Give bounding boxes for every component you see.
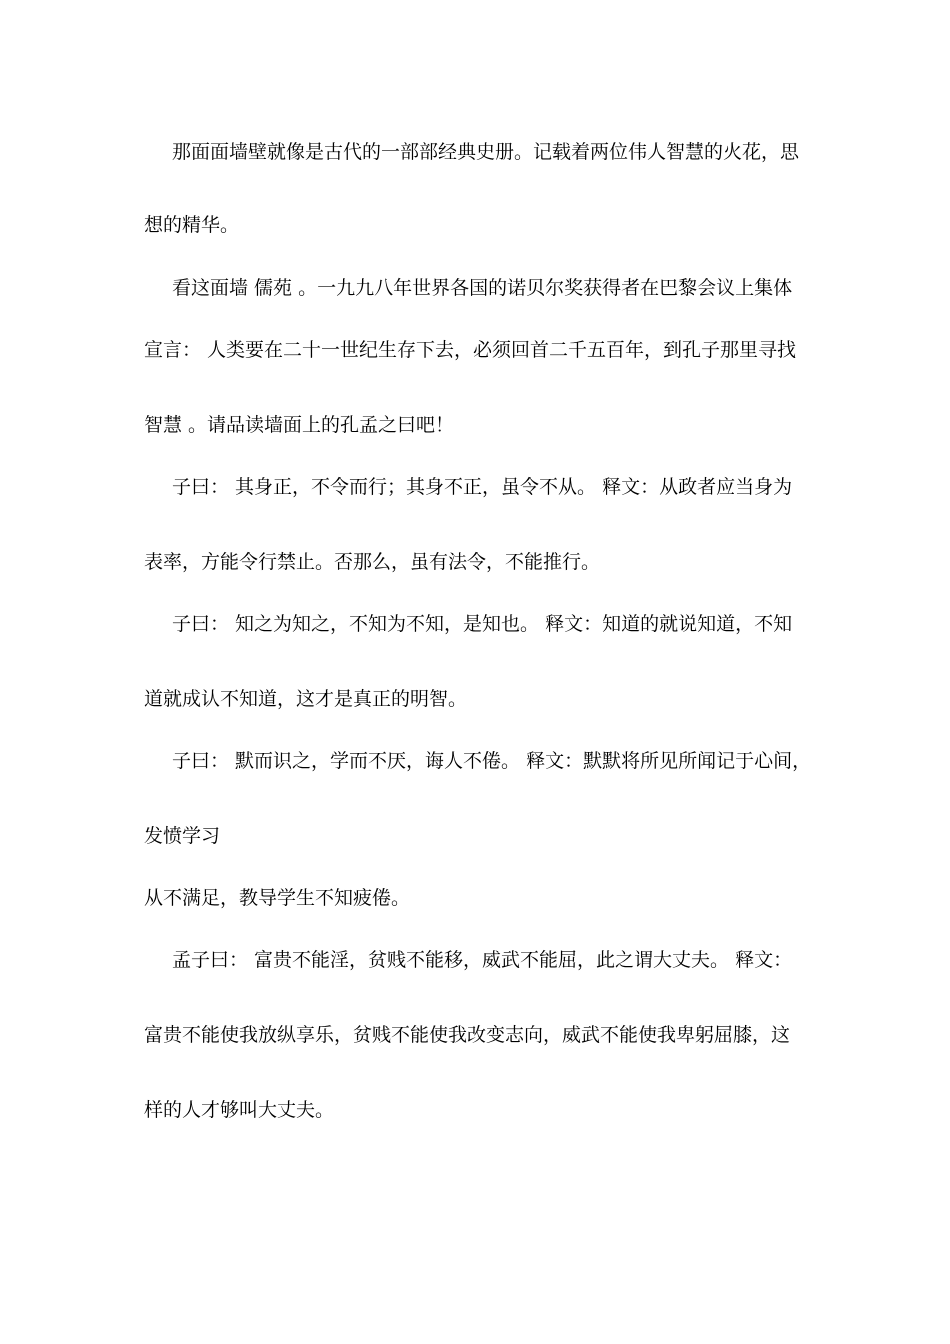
text-line: 道就成认不知道，这才是真正的明智。: [144, 688, 468, 710]
text-line: 样的人才够叫大丈夫。: [144, 1099, 335, 1121]
text-line: 从不满足，教导学生不知疲倦。: [144, 887, 411, 909]
text-line: 子曰： 默而识之，学而不厌，诲人不倦。 释文：默默将所见所闻记于心间，: [172, 750, 812, 772]
text-line: 想的精华。: [144, 214, 240, 236]
text-line: 子曰： 知之为知之，不知为不知，是知也。 释文：知道的就说知道，不知: [172, 613, 793, 635]
text-line: 发愤学习: [144, 825, 221, 847]
text-line: 表率，方能令行禁止。否那么，虽有法令，不能推行。: [144, 551, 601, 573]
text-line: 富贵不能使我放纵享乐，贫贱不能使我改变志向，威武不能使我卑躬屈膝，这: [144, 1024, 791, 1046]
text-line: 看这面墙 儒苑 。一九九八年世界各国的诺贝尔奖获得者在巴黎会议上集体: [172, 277, 793, 299]
text-line: 宣言： 人类要在二十一世纪生存下去，必须回首二千五百年，到孔子那里寻找: [144, 339, 797, 361]
text-line: 孟子曰： 富贵不能淫，贫贱不能移，威武不能屈，此之谓大丈夫。 释文：: [172, 949, 793, 971]
text-line: 那面面墙壁就像是古代的一部部经典史册。记载着两位伟人智慧的火花，思: [172, 141, 800, 163]
text-line: 子曰： 其身正，不令而行；其身不正，虽令不从。 释文：从政者应当身为: [172, 476, 793, 498]
text-line: 智慧 。请品读墙面上的孔孟之曰吧！: [144, 414, 455, 436]
